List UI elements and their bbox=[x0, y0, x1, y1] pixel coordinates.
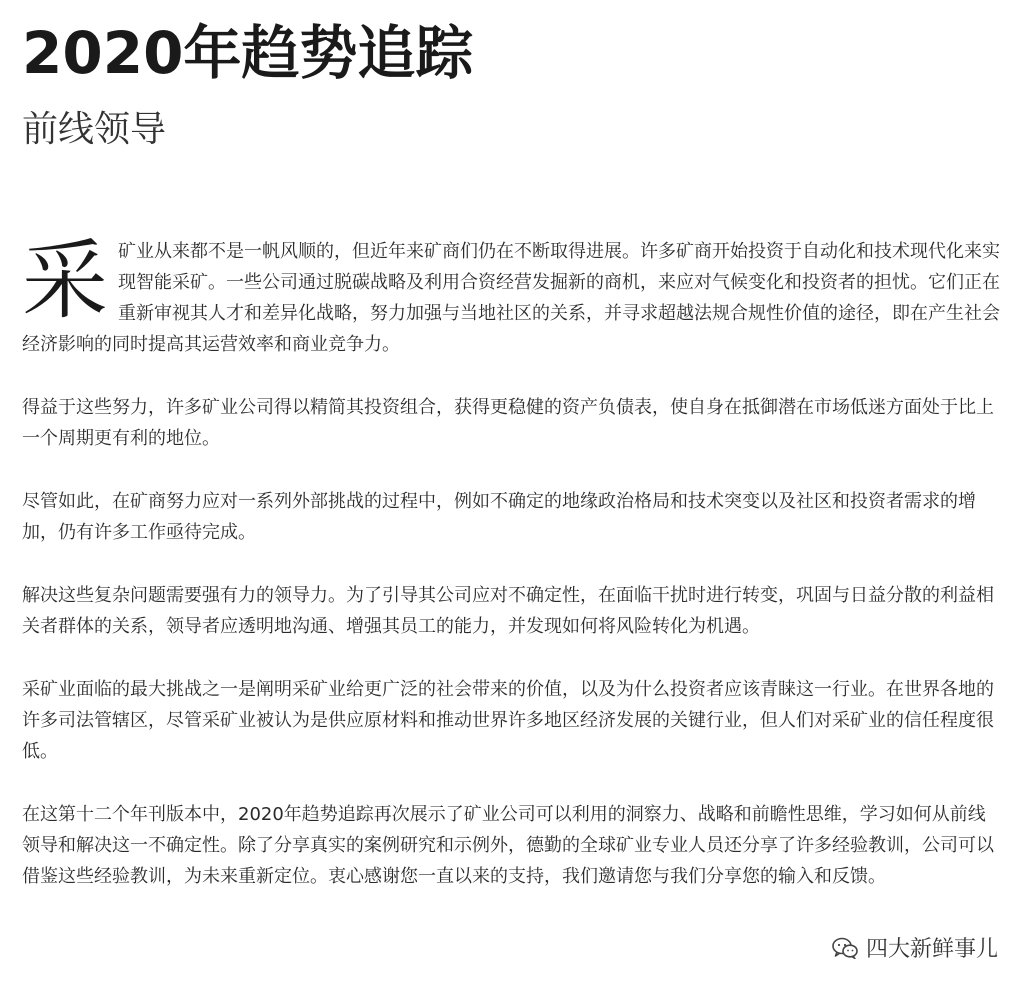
paragraph-4: 解决这些复杂问题需要强有力的领导力。为了引导其公司应对不确定性，在面临干扰时进行转变，巩固与日益分散的利益相关者群体的关系，领导者应透明地沟通、增强其员工的能力，并发现如何将风险转化为机遇。 bbox=[22, 585, 994, 637]
paragraph-1-text: 矿业从来都不是一帆风顺的，但近年来矿商们仍在不断取得进展。许多矿商开始投资于自动化和技术现代化来实现智能采矿。一些公司通过脱碳战略及利用合资经营发掘新的商机，来应对气候变化和投资者的担忧。它们正在重新审视其人才和差异化战略，努力加强与当地社区的关系，并寻求超越法规合规性价值的途径，即在产生社会经济影响的同时提高其运营效率和商业竞争力。 bbox=[22, 241, 1000, 355]
paragraph-3: 尽管如此，在矿商努力应对一系列外部挑战的过程中，例如不确定的地缘政治格局和技术突变以及社区和投资者需求的增加，仍有许多工作亟待完成。 bbox=[22, 491, 976, 543]
paragraph-1 bbox=[22, 231, 1000, 360]
drop-cap: 采 bbox=[22, 231, 108, 331]
wechat-icon bbox=[832, 937, 858, 959]
paragraph-2: 得益于这些努力，许多矿业公司得以精简其投资组合，获得更稳健的资产负债表，使自身在抵御潜在市场低迷方面处于比上一个周期更有利的地位。 bbox=[22, 397, 994, 449]
watermark-label: 四大新鲜事儿 bbox=[865, 937, 998, 962]
paragraph-6: 在这第十二个年刊版本中，2020年趋势追踪再次展示了矿业公司可以利用的洞察力、战略和前瞻性思维，学习如何从前线领导和解决这一不确定性。除了分享真实的案例研究和示例外，德勤的全球矿业专业人员还分享了许多经验教训，公司可以借鉴这些经验教训，为未来重新定位。衷心感谢您一直以来的支持，我们邀请您与我们分享您的输入和反馈。 bbox=[22, 804, 994, 887]
watermark bbox=[832, 932, 998, 963]
paragraph-5: 采矿业面临的最大挑战之一是阐明采矿业给更广泛的社会带来的价值，以及为什么投资者应该青睐这一行业。在世界各地的许多司法管辖区，尽管采矿业被认为是供应原材料和推动世界许多地区经济发展的关键行业，但人们对采矿业的信任程度很低。 bbox=[22, 679, 994, 762]
page-subtitle: 前线领导 bbox=[22, 109, 167, 150]
article-body bbox=[22, 231, 1000, 924]
page-title: 2020年趋势追踪 bbox=[22, 19, 474, 87]
